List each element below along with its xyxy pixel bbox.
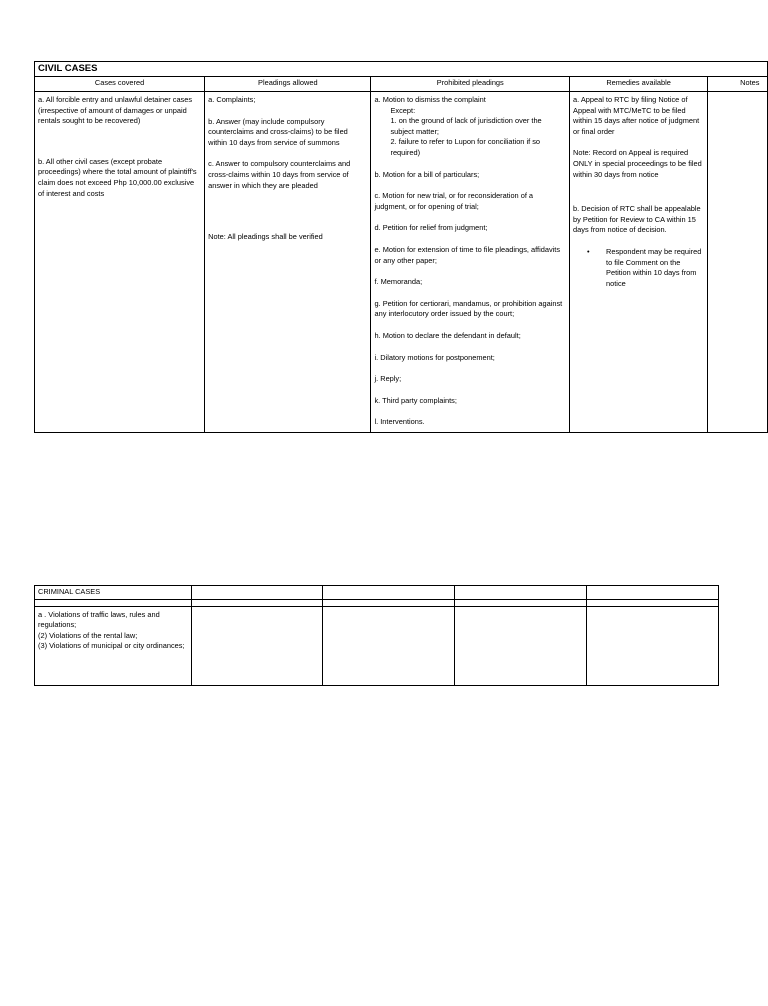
criminal-header-cell bbox=[455, 586, 587, 600]
criminal-empty-cell bbox=[587, 599, 719, 606]
criminal-body-cell bbox=[192, 606, 323, 685]
civil-cases-title: CIVIL CASES bbox=[35, 62, 768, 77]
pleading-note: Note: All pleadings shall be verified bbox=[208, 232, 323, 242]
remedy-b: b. Decision of RTC shall be appealable by Petition for Review to CA within 15 days from notice of decision. bbox=[573, 204, 701, 235]
cases-covered-cell bbox=[35, 92, 205, 433]
remedy-a: a. Appeal to RTC by filing Notice of Appeal with MTC/MeTC to be filed within 15 days after notice of judgment or final order bbox=[573, 95, 700, 136]
remedy-bullet-text: Respondent may be required to file Comment on the Petition within 10 days from notice bbox=[606, 246, 702, 288]
criminal-cases-covered-cell bbox=[35, 606, 192, 685]
prohibited-c: c. Motion for new trial, or for reconsideration of a judgment, or for opening of trial; bbox=[374, 191, 534, 211]
prohibited-a-1: 1. on the ground of lack of jurisdiction over the subject matter; bbox=[390, 116, 542, 136]
case-a: a. All forcible entry and unlawful detainer cases (irrespective of amount of damages or unpaid rentals sought to be recovered) bbox=[38, 95, 193, 126]
criminal-empty-cell bbox=[192, 599, 323, 606]
criminal-empty-cell bbox=[455, 599, 587, 606]
criminal-body-cell bbox=[587, 606, 719, 685]
criminal-empty-cell bbox=[323, 599, 455, 606]
criminal-header-cell bbox=[323, 586, 455, 600]
prohibited-h: h. Motion to declare the defendant in default; bbox=[374, 330, 521, 340]
criminal-body-cell bbox=[455, 606, 587, 685]
criminal-header-cell bbox=[587, 586, 719, 600]
civil-cases-table bbox=[34, 61, 768, 433]
criminal-empty-cell bbox=[35, 599, 192, 606]
header-prohibited-pleadings: Prohibited pleadings bbox=[371, 77, 570, 92]
pleading-c: c. Answer to compulsory counterclaims and cross-claims within 10 days from service of answer in which they are pleaded bbox=[208, 159, 351, 190]
criminal-item-2: (2) Violations of the rental law; bbox=[38, 630, 138, 640]
criminal-item-a: a . Violations of traffic laws, rules and regulations; bbox=[38, 609, 160, 630]
pleading-b: b. Answer (may include compulsory counterclaims and cross-claims) to be filed within 10 days from service of summons bbox=[208, 116, 348, 147]
prohibited-a-2: 2. failure to refer to Lupon for conciliation if so required) bbox=[390, 137, 541, 157]
notes-cell bbox=[708, 92, 768, 433]
header-pleadings-allowed: Pleadings allowed bbox=[205, 77, 371, 92]
prohibited-b: b. Motion for a bill of particulars; bbox=[374, 169, 480, 179]
prohibited-i: i. Dilatory motions for postponement; bbox=[374, 352, 495, 362]
remedies-available-cell bbox=[570, 92, 708, 433]
bullet-icon: • bbox=[587, 246, 590, 256]
prohibited-a: a. Motion to dismiss the complaint bbox=[374, 95, 486, 104]
prohibited-l: l. Interventions. bbox=[374, 417, 425, 427]
prohibited-a-except: Except: bbox=[390, 105, 416, 115]
criminal-cases-table bbox=[34, 585, 719, 686]
criminal-cases-title: CRIMINAL CASES bbox=[35, 586, 192, 600]
criminal-body-cell bbox=[323, 606, 455, 685]
header-notes: Notes bbox=[708, 77, 768, 92]
prohibited-g: g. Petition for certiorari, mandamus, or prohibition against any interlocutory order issued by the court; bbox=[374, 298, 563, 319]
prohibited-j: j. Reply; bbox=[374, 374, 402, 384]
prohibited-e: e. Motion for extension of time to file pleadings, affidavits or any other paper; bbox=[374, 244, 561, 265]
pleading-a: a. Complaints; bbox=[208, 95, 256, 104]
prohibited-f: f. Memoranda; bbox=[374, 277, 423, 287]
pleadings-allowed-cell bbox=[205, 92, 371, 433]
remedy-note: Note: Record on Appeal is required ONLY in special proceedings to be filed within 30 days from notice bbox=[573, 148, 702, 179]
header-cases-covered: Cases covered bbox=[35, 77, 205, 92]
header-remedies-available: Remedies available bbox=[570, 77, 708, 92]
prohibited-d: d. Petition for relief from judgment; bbox=[374, 223, 488, 233]
prohibited-pleadings-cell bbox=[371, 92, 570, 433]
criminal-header-cell bbox=[192, 586, 323, 600]
case-b: b. All other civil cases (except probate proceedings) where the total amount of plaintiff's claim does not exceed Php 10,000.00 exclusive of interest and costs bbox=[38, 156, 197, 198]
prohibited-k: k. Third party complaints; bbox=[374, 395, 457, 405]
criminal-item-3: (3) Violations of municipal or city ordinances; bbox=[38, 641, 185, 651]
remedy-bullet-item bbox=[587, 247, 705, 289]
